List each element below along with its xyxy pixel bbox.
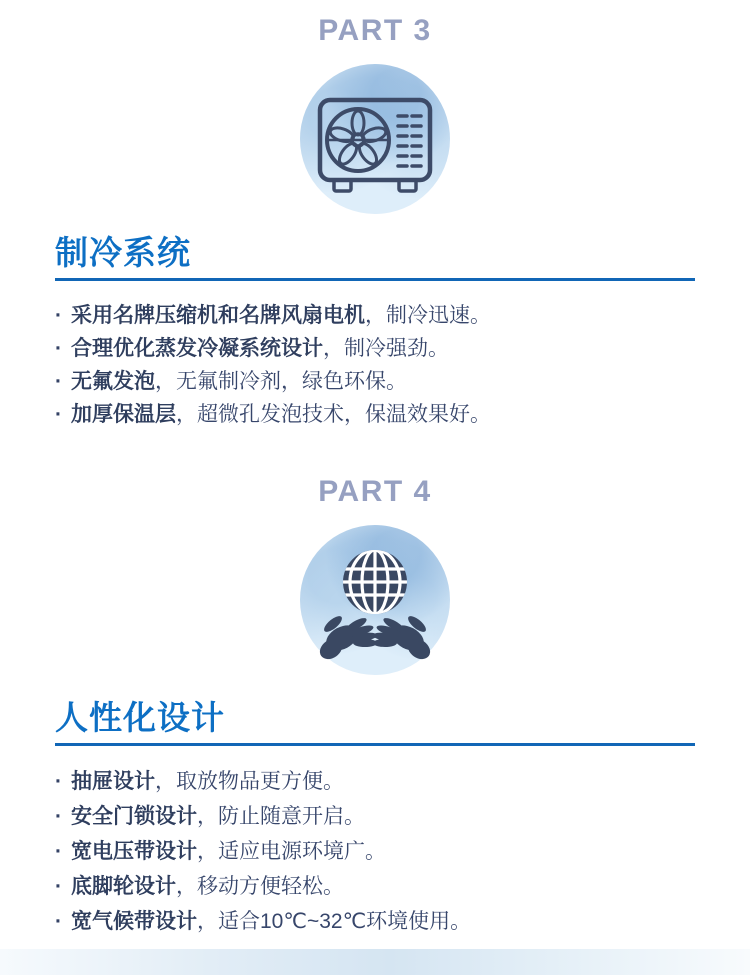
bullet-dot: · [55,805,62,828]
feature-item [55,834,695,869]
cooling-section [0,234,750,431]
humanized-design-title: 人性化设计 [55,699,695,746]
bullet-dot: · [55,875,62,898]
feature-bold: 宽电压带设计 [71,840,197,863]
bullet-dot: · [55,370,62,393]
feature-bold: 无氟发泡 [71,370,155,393]
bottom-watercolor-band [0,949,750,975]
part-3-label: PART 3 [318,14,432,47]
eco-icon-badge [300,525,450,675]
right-hand [373,613,434,663]
feature-item [55,904,695,939]
feature-item [55,869,695,904]
cooling-feature-list [55,299,695,431]
feature-bold: 底脚轮设计 [71,875,176,898]
bullet-dot: · [55,304,62,327]
feature-item [55,365,695,398]
cooling-icon-badge [300,64,450,214]
feature-rest: ，制冷迅速。 [365,304,491,327]
feature-rest: ，无氟制冷剂，绿色环保。 [155,370,407,393]
feature-item [55,398,695,431]
feature-rest: ，防止随意开启。 [197,805,365,828]
hands-holding-globe-icon [300,525,450,675]
part-4-label: PART 4 [318,475,432,508]
bullet-dot: · [55,910,62,933]
design-feature-list [55,764,695,939]
feature-rest: ，适合10℃~32℃环境使用。 [197,910,472,933]
feature-rest: ，超微孔发泡技术，保温效果好。 [176,403,491,426]
feature-bold: 安全门锁设计 [71,805,197,828]
left-hand [316,613,377,663]
feature-bold: 宽气候带设计 [71,910,197,933]
feature-rest: ，制冷强劲。 [323,337,449,360]
ac-outdoor-unit-icon [300,64,450,214]
feature-item [55,764,695,799]
feature-rest: ，取放物品更方便。 [155,770,344,793]
bullet-dot: · [55,840,62,863]
bullet-dot: · [55,337,62,360]
feature-bold: 采用名牌压缩机和名牌风扇电机 [71,304,365,327]
feature-bold: 加厚保温层 [71,403,176,426]
feature-rest: ，适应电源环境广。 [197,840,386,863]
feature-bold: 合理优化蒸发冷凝系统设计 [71,337,323,360]
bullet-dot: · [55,770,62,793]
feature-item [55,299,695,332]
bullet-dot: · [55,403,62,426]
humanized-design-section [0,699,750,939]
feature-item [55,799,695,834]
cooling-section-title: 制冷系统 [55,234,695,281]
feature-bold: 抽屉设计 [71,770,155,793]
feature-rest: ，移动方便轻松。 [176,875,344,898]
feature-item [55,332,695,365]
